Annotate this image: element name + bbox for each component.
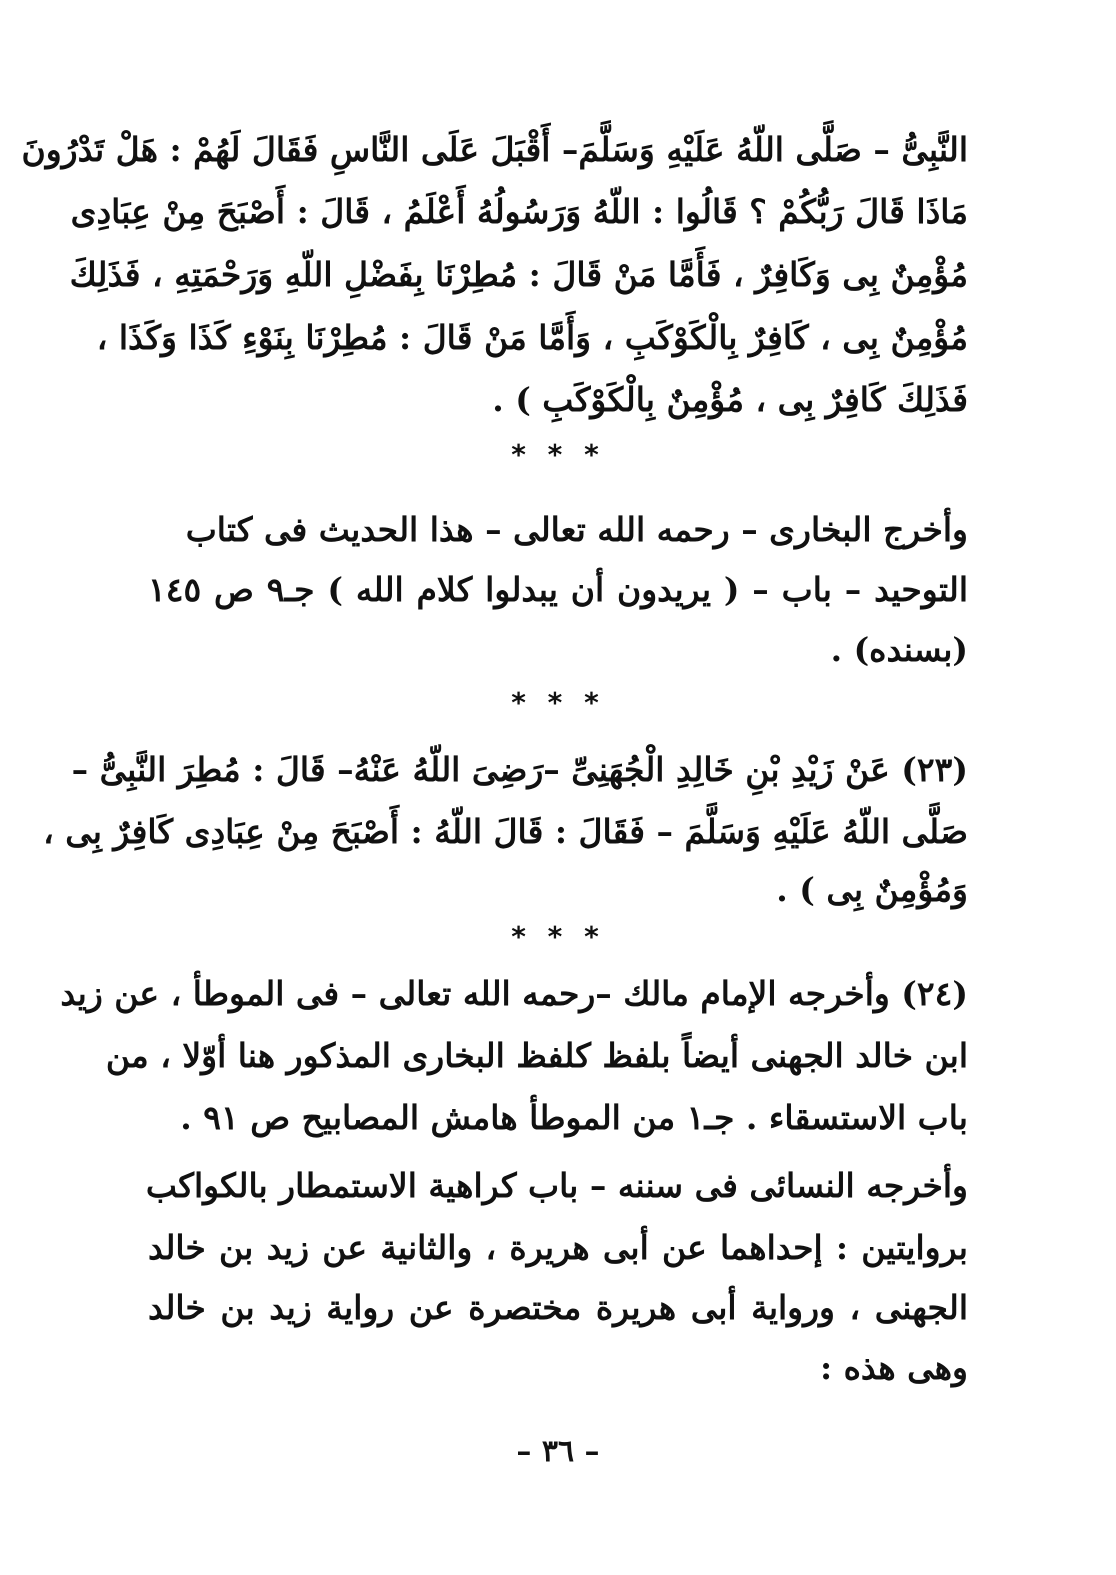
text-line: وَمُؤْمِنٌ بِى ) . xyxy=(776,870,968,909)
section-separator: * * * xyxy=(511,438,605,471)
text-line: النَّبِىُّ – صَلَّى اللّهُ عَلَيْهِ وَسَلَّمَ– أَقْبَلَ عَلَى النَّاسِ فَقَالَ لَهُمْ : هَلْ تَدْرُونَ xyxy=(21,130,968,169)
text-line: وأخرج البخارى – رحمه الله تعالى – هذا الحديث فى كتاب xyxy=(185,510,968,549)
text-line: التوحيد – باب – ( يريدون أن يبدلوا كلام الله ) جـ٩ ص ١٤٥ xyxy=(148,570,969,609)
text-line: (بسنده) . xyxy=(830,630,968,669)
text-line: باب الاستسقاء . جـ١ من الموطأ هامش المصابيح ص ٩١ . xyxy=(180,1098,968,1137)
text-line: فَذَلِكَ كَافِرٌ بِى ، مُؤْمِنٌ بِالْكَوْكَبِ ) . xyxy=(492,380,968,419)
text-line: مُؤْمِنٌ بِى وَكَافِرٌ ، فَأَمَّا مَنْ قَالَ : مُطِرْنَا بِفَضْلِ اللّهِ وَرَحْمَتِهِ ، فَذَلِكَ xyxy=(69,255,968,294)
text-line: وأخرجه النسائى فى سننه – باب كراهية الاستمطار بالكواكب xyxy=(145,1166,968,1205)
text-line: بروايتين : إحداهما عن أبى هريرة ، والثانية عن زيد بن خالد xyxy=(148,1228,968,1267)
text-line: ابن خالد الجهنى أيضاً بلفظ كلفظ البخارى المذكور هنا أوّلا ، من xyxy=(105,1036,968,1075)
text-line: الجهنى ، ورواية أبى هريرة مختصرة عن رواية زيد بن خالد xyxy=(148,1288,968,1327)
text-line: صَلَّى اللّهُ عَلَيْهِ وَسَلَّمَ – فَقَالَ : قَالَ اللّهُ : أَصْبَحَ مِنْ عِبَادِى كَافِرٌ بِى ، xyxy=(43,812,968,851)
section-separator: * * * xyxy=(511,920,605,953)
text-line: مَاذَا قَالَ رَبُّكُمْ ؟ قَالُوا : اللّهُ وَرَسُولُهُ أَعْلَمُ ، قَالَ : أَصْبَحَ مِنْ عِبَادِى xyxy=(70,192,968,231)
page-number: – ٣٦ – xyxy=(516,1434,600,1469)
text-line: (٢٤) وأخرجه الإمام مالك –رحمه الله تعالى – فى الموطأ ، عن زيد xyxy=(60,974,968,1013)
section-separator: * * * xyxy=(511,686,605,719)
text-line: (٢٣) عَنْ زَيْدِ بْنِ خَالِدِ الْجُهَنِىِّ –رَضِىَ اللّهُ عَنْهُ– قَالَ : مُطِرَ النَّبِىُّ – xyxy=(71,750,968,789)
text-line: وهى هذه : xyxy=(819,1348,968,1387)
text-line: مُؤْمِنٌ بِى ، كَافِرٌ بِالْكَوْكَبِ ، وَأَمَّا مَنْ قَالَ : مُطِرْنَا بِنَوْءِ كَذَا وَكَذَا ، xyxy=(96,318,968,357)
